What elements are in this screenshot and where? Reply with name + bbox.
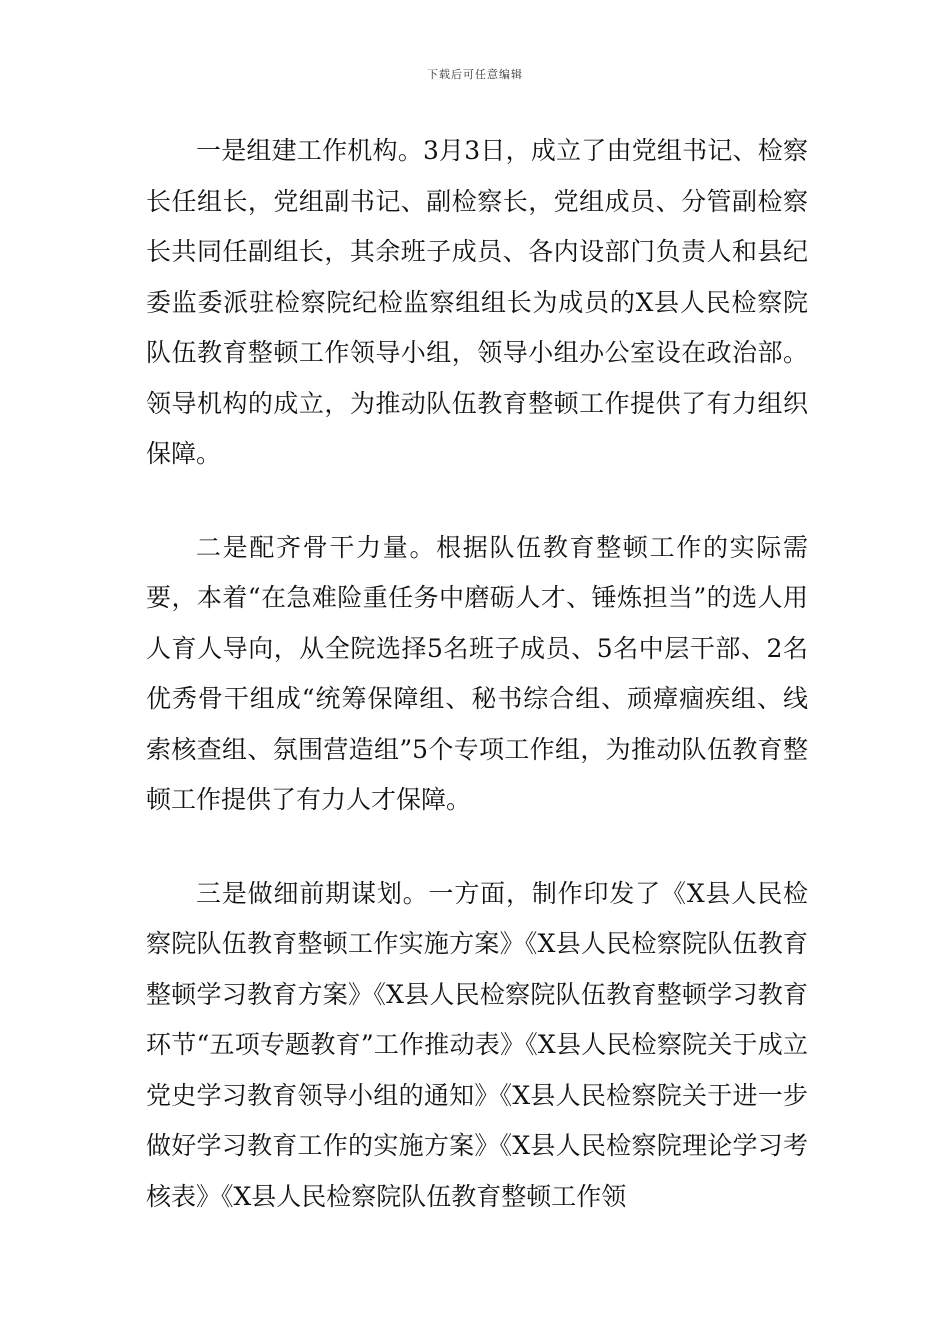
paragraph-backbone: 二是配齐骨干力量。根据队伍教育整顿工作的实际需要，本着“在急难险重任务中磨砺人才、锤炼担当”的选人用人育人导向，从全院选择5名班子成员、5名中层干部、2名优秀骨干组成“统筹保障组、秘书综合组、顽瘴痼疾组、线索核查组、氛围营造组”5个专项工作组，为推动队伍教育整顿工作提供了有力人才保障。 — [146, 532, 808, 814]
page-header-note: 下载后可任意编辑 — [427, 68, 523, 81]
document-body — [146, 126, 808, 1222]
paragraph-planning: 三是做细前期谋划。一方面，制作印发了《X县人民检察院队伍教育整顿工作实施方案》《X县人民检察院队伍教育整顿学习教育方案》《X县人民检察院队伍教育整顿学习教育环节“五项专题教育”工作推动表》《X县人民检察院关于成立党史学习教育领导小组的通知》《X县人民检察院关于进一步做好学习教育工作的实施方案》《X县人民检察院理论学习考核表》《X县人民检察院队伍教育整顿工作领 — [146, 878, 808, 1211]
paragraph-organization: 一是组建工作机构。3月3日，成立了由党组书记、检察长任组长，党组副书记、副检察长，党组成员、分管副检察长共同任副组长，其余班子成员、各内设部门负责人和县纪委监委派驻检察院纪检监察组组长为成员的X县人民检察院队伍教育整顿工作领导小组，领导小组办公室设在政治部。领导机构的成立，为推动队伍教育整顿工作提供了有力组织保障。 — [146, 136, 808, 468]
